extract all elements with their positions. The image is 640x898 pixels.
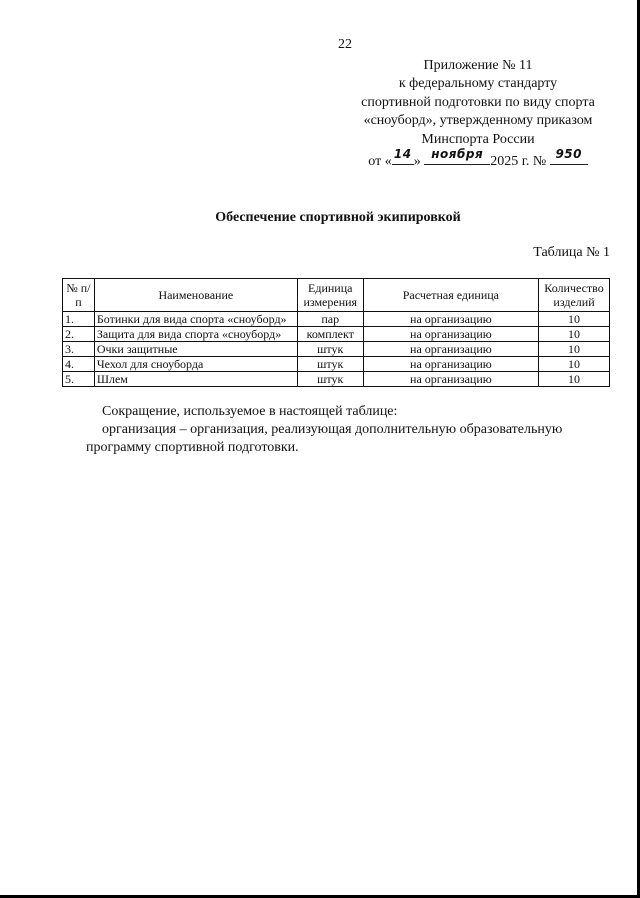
note-definition-line1 [86,421,612,439]
order-number-value: 950 [555,146,583,161]
appendix-header [318,57,638,171]
row-num: 4. [63,357,95,372]
appendix-date-line [318,146,638,171]
row-qty: 10 [539,357,610,372]
note-definition-text: организация – организация, реализующая дополнительную образовательную [102,422,563,437]
note-intro: Сокращение, используемое в настоящей таблице: [102,404,398,419]
appendix-standard: к федеральному стандарту [398,76,558,92]
day-value: 14 [393,146,412,161]
document-title: Обеспечение спортивной экипировкой [215,210,461,225]
row-calc: на организацию [363,357,538,372]
row-name: Защита для вида спорта «сноуборд» [94,327,297,342]
row-name: Шлем [94,372,297,387]
appendix-number: Приложение № 11 [423,58,533,73]
appendix-sport: спортивной подготовки по виду спорта [361,94,595,110]
row-calc: на организацию [363,342,538,357]
row-qty: 10 [539,327,610,342]
year-text: 2025 г. № [490,154,547,170]
day-field [392,146,414,165]
table-row [63,327,610,342]
row-name: Чехол для сноуборда [94,357,297,372]
appendix-order: «сноуборд», утвержденному приказом [363,113,593,129]
table-row [63,312,610,327]
row-unit: комплект [297,327,363,342]
header-name: Наименование [94,279,297,312]
row-name: Очки защитные [94,342,297,357]
row-qty: 10 [539,342,610,357]
table-row [63,372,610,387]
table-header-row [63,279,610,312]
quote-close: » [413,154,421,170]
row-calc: на организацию [363,327,538,342]
table-caption: Таблица № 1 [533,245,610,260]
row-calc: на организацию [363,372,538,387]
row-unit: штук [297,357,363,372]
row-num: 2. [63,327,95,342]
header-qty: Количество изделий [539,279,610,312]
equipment-table [62,278,610,387]
month-field [424,146,490,165]
date-prefix: от « [368,154,392,170]
row-unit: пар [297,312,363,327]
month-value: ноября [431,146,484,161]
page-number: 22 [338,37,352,52]
appendix-ministry: Минспорта России [421,131,535,147]
row-qty: 10 [539,312,610,327]
table-row [63,342,610,357]
header-calc: Расчетная единица [363,279,538,312]
header-num: № п/п [63,279,95,312]
header-unit: Единица измерения [297,279,363,312]
note-definition-line2: программу спортивной подготовки. [86,440,299,455]
row-num: 5. [63,372,95,387]
row-name: Ботинки для вида спорта «сноуборд» [94,312,297,327]
table-row [63,357,610,372]
row-unit: штук [297,342,363,357]
row-num: 1. [63,312,95,327]
row-calc: на организацию [363,312,538,327]
row-num: 3. [63,342,95,357]
row-unit: штук [297,372,363,387]
row-qty: 10 [539,372,610,387]
order-number-field [550,146,588,165]
